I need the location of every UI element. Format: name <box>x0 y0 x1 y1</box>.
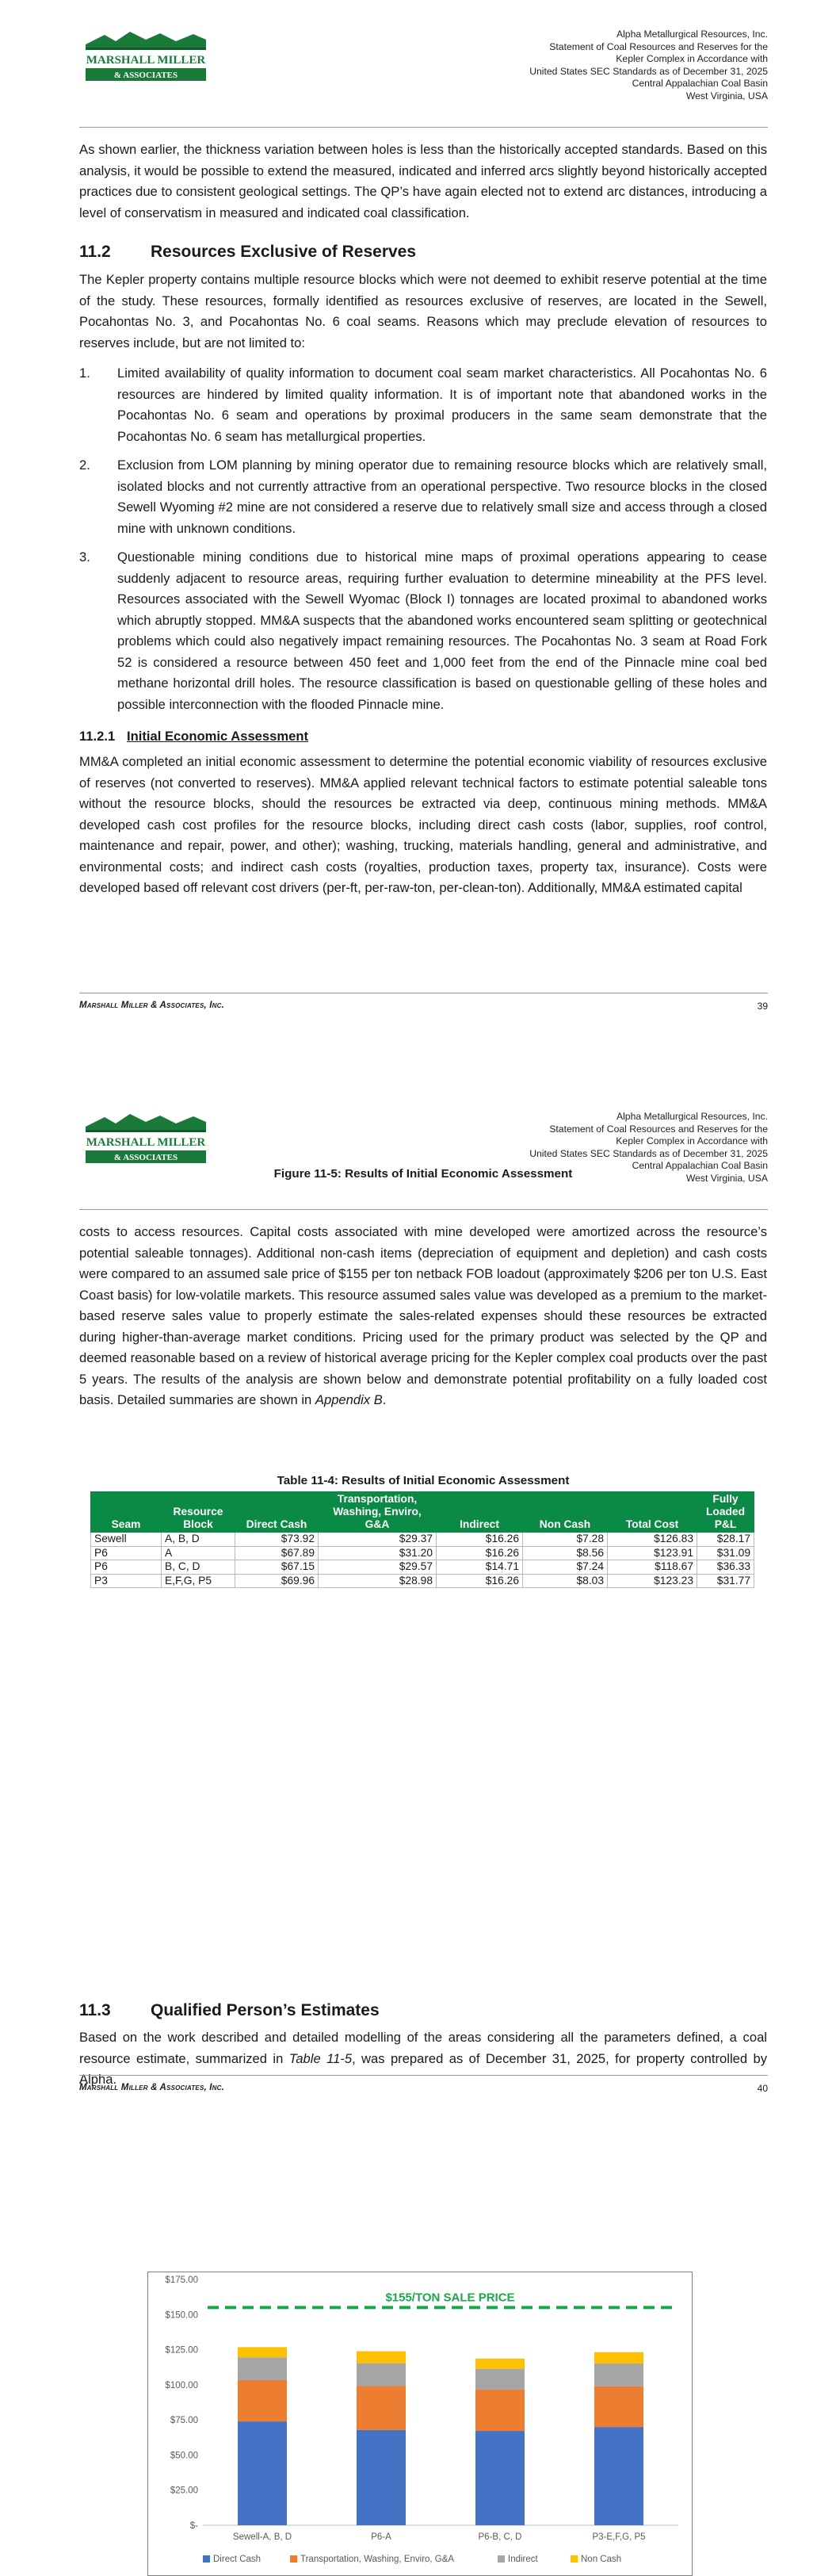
table-cell: $31.77 <box>697 1574 754 1588</box>
table-cell: $36.33 <box>697 1560 754 1575</box>
legend-label: Direct Cash <box>213 2555 261 2564</box>
legend-swatch <box>290 2555 297 2563</box>
column-header: Resource Block <box>162 1492 235 1533</box>
table-caption: Table 11-4: Results of Initial Economic Assessment <box>277 1474 570 1487</box>
header-line: Statement of Coal Resources and Reserves for the <box>549 1123 768 1135</box>
column-header: Total Cost <box>608 1492 697 1533</box>
logo-text-top: MARSHALL MILLER <box>86 1136 206 1149</box>
bar-segment <box>238 2347 287 2357</box>
column-header: Direct Cash <box>235 1492 319 1533</box>
intro-paragraph: As shown earlier, the thickness variation between holes is less than the historically accepted standards. Based on this analysis, it would be possible to extend the measured, indicated and inferred arcs slightly beyond historically accepted practices due to consistent geological settings. The QP’s have again elected not to extend arc distances, introducing a level of conservatism in measured and indicated coal classification. <box>79 142 767 220</box>
legend-label: Non Cash <box>581 2555 622 2564</box>
economic-assessment-table <box>90 1491 754 1588</box>
column-header: Fully Loaded P&L <box>697 1492 754 1533</box>
column-header: Indirect <box>437 1492 523 1533</box>
table-cell: A, B, D <box>162 1533 235 1547</box>
y-tick-label: $25.00 <box>170 2486 198 2496</box>
table-row <box>91 1533 754 1547</box>
list-item: 1. Limited availability of quality information to document coal seam market characteristics. All Pocahontas No. 6 resources are hindered by limited quality information. It is of important note that abandoned works in the Pocahontas No. 6 seam and operations by proximal producers in the same seam demonstrate that the Pocahontas No. 6 seam has metallurgical properties. <box>79 366 767 444</box>
bar-segment <box>475 2369 525 2390</box>
legend-swatch <box>203 2555 210 2563</box>
legend-label: Transportation, Washing, Enviro, G&A <box>300 2555 455 2564</box>
header-line: Alpha Metallurgical Resources, Inc. <box>616 1111 768 1122</box>
continued-paragraph: costs to access resources. Capital costs associated with mine developed were amortized across the resource’s potential saleable tonnages). Additional non-cash items (depreciation of equipment and depletion) and cash costs were compared to an assumed sale price of $155 per ton netback FOB loadout (approximately $206 per ton U.S. East Coast basis) for low-volatile markets. This resource assumed sales value was developed as a premium to the market-based reserve sales value to properly estimate the sales-related expenses should these resources be extracted during higher-than-average market conditions. Pricing used for the primary product was selected by the QP and deemed reasonable based on a review of historical average pricing for the Kepler complex coal products over the past 5 years. The results of the analysis are shown below and demonstrate potential profitability on a fully loaded cost basis. Detailed summaries are shown in Appendix B. <box>79 1224 767 1407</box>
header-line: West Virginia, USA <box>685 90 768 101</box>
section-11-3-paragraph: Based on the work described and detailed modelling of the areas considering all the parameters defined, a coal resource estimate, summarized in Table 11-5, was prepared as of December 31, 2025, for property controlled by Alpha. <box>79 2030 768 2087</box>
header-line: United States SEC Standards as of December 31, 2025 <box>529 65 768 77</box>
page-39 <box>0 0 836 1082</box>
bar-segment <box>238 2380 287 2421</box>
footer-firm: Marshall Miller & Associates, Inc. <box>79 2083 225 2092</box>
table-reference: Table 11-5 <box>288 2050 353 2066</box>
header-line: Kepler Complex in Accordance with <box>616 53 768 65</box>
table-cell: P3 <box>91 1574 162 1588</box>
x-tick-label: P3-E,F,G, P5 <box>592 2532 646 2542</box>
table-cell: $8.03 <box>523 1574 608 1588</box>
page2-body <box>79 1222 767 1411</box>
header-line: Kepler Complex in Accordance with <box>616 1135 768 1147</box>
bar-segment <box>594 2427 643 2525</box>
bar-segment <box>357 2386 406 2429</box>
table-cell: B, C, D <box>162 1560 235 1575</box>
header-line: Statement of Coal Resources and Reserves for the <box>549 40 768 52</box>
legend-swatch <box>571 2555 578 2563</box>
table-cell: $29.37 <box>319 1533 437 1547</box>
column-header: Non Cash <box>523 1492 608 1533</box>
page-40 <box>0 1082 836 2564</box>
footer-divider <box>79 2075 768 2076</box>
y-tick-label: $175.00 <box>165 2276 198 2285</box>
header-line: Central Appalachian Coal Basin <box>632 78 768 90</box>
table-cell: A <box>162 1546 235 1560</box>
table-cell: E,F,G, P5 <box>162 1574 235 1588</box>
table-cell: P6 <box>91 1560 162 1575</box>
table-cell: $28.17 <box>697 1533 754 1547</box>
page-number: 40 <box>757 2083 768 2094</box>
table-row <box>91 1546 754 1560</box>
bar-segment <box>475 2359 525 2369</box>
table-row <box>91 1574 754 1588</box>
table-cell: P6 <box>91 1546 162 1560</box>
table-cell: $28.98 <box>319 1574 437 1588</box>
column-header: Transportation, Washing, Enviro, G&A <box>319 1492 437 1533</box>
y-tick-label: $50.00 <box>170 2451 198 2461</box>
header-line: Central Appalachian Coal Basin <box>632 1160 768 1172</box>
table-cell: $126.83 <box>608 1533 697 1547</box>
subsection-paragraph: MM&A completed an initial economic assessment to determine the potential economic viability of resources exclusive of reserves (not converted to reserves). MM&A applied relevant technical factors to estimate potential saleable tons without the resource blocks, should the resources be extracted via deep, continuous mining methods. MM&A developed cash cost profiles for the resource blocks, including direct cash costs (labor, supplies, roof control, maintenance and repair, power, and other); washing, trucking, materials handling, general and administrative, and environmental costs; and indirect cash costs (royalties, production taxes, property tax, insurance). Costs were developed based off relevant cost drivers (per-ft, per-raw-ton, per-clean-ton). Additionally, MM&A estimated capital <box>79 754 767 895</box>
table-cell: $7.28 <box>523 1533 608 1547</box>
figure-caption: Figure 11-5: Results of Initial Economic Assessment <box>273 1167 573 1181</box>
table-cell: $8.56 <box>523 1546 608 1560</box>
y-tick-label: $150.00 <box>165 2310 198 2321</box>
header-line: West Virginia, USA <box>685 1172 768 1184</box>
table-cell: $69.96 <box>235 1574 319 1588</box>
table-cell: $16.26 <box>437 1546 523 1560</box>
list-item: 3. Questionable mining conditions due to historical mine maps of proximal operations appearing to cease suddenly adjacent to resource areas, requiring further evaluation to determine mineability at the PFS level. Resources associated with the Sewell Wyomac (Block I) tonnages are located proximal to abandoned works which abruptly stopped. MM&A suspects that the abandoned works encountered seam splitting or geotechnical problems which could also negatively impact remaining resources. The Pocahontas No. 3 seam at Road Fork 52 is considered a resource between 450 feet and 1,000 feet from the end of the Pinnacle mine coal bed methane horizontal drill holes. The resource classification is based on questionable gelling of these holes and possible interconnection with the flooded Pinnacle mine. <box>79 549 767 712</box>
bar-segment <box>475 2390 525 2431</box>
legend-swatch <box>498 2555 505 2563</box>
bar-segment <box>594 2364 643 2387</box>
table-cell: $123.23 <box>608 1574 697 1588</box>
table-cell: Sewell <box>91 1533 162 1547</box>
page2-closing <box>79 2027 767 2091</box>
bar-segment <box>357 2430 406 2525</box>
company-logo <box>82 1109 209 1166</box>
page-number: 39 <box>757 1001 768 1012</box>
header-line: United States SEC Standards as of December 31, 2025 <box>529 1147 768 1159</box>
header-divider <box>79 1209 768 1210</box>
y-tick-label: $125.00 <box>165 2345 198 2356</box>
table-row <box>91 1560 754 1575</box>
header-line: Alpha Metallurgical Resources, Inc. <box>616 29 768 40</box>
table-cell: $123.91 <box>608 1546 697 1560</box>
table-cell: $29.57 <box>319 1560 437 1575</box>
y-tick-label: $- <box>189 2521 198 2531</box>
logo-text-bottom: & ASSOCIATES <box>113 71 178 80</box>
y-tick-label: $100.00 <box>165 2380 198 2390</box>
subsection-heading-11-2-1: 11.2.1 Initial Economic Assessment <box>79 729 309 744</box>
table-cell: $16.26 <box>437 1533 523 1547</box>
table-header-row <box>91 1492 754 1533</box>
table-cell: $67.15 <box>235 1560 319 1575</box>
bar-segment <box>594 2387 643 2427</box>
y-tick-label: $75.00 <box>170 2416 198 2426</box>
bar-segment <box>594 2352 643 2364</box>
table-cell: $31.09 <box>697 1546 754 1560</box>
company-logo <box>82 27 209 84</box>
table-cell: $67.89 <box>235 1546 319 1560</box>
list-item: 2. Exclusion from LOM planning by mining operator due to remaining resource blocks which are relatively small, isolated blocks and not currently attractive from an operational perspective. Two resource blocks in the closed Sewell Wyoming #2 mine are not considered a reserve due to relatively small size and access through a closed mine with unknown conditions. <box>79 457 767 536</box>
appendix-reference: Appendix B <box>315 1392 383 1407</box>
bar-segment <box>238 2421 287 2525</box>
column-header: Seam <box>91 1492 162 1533</box>
cost-stacked-bar-chart <box>147 2272 693 2576</box>
table-cell: $16.26 <box>437 1574 523 1588</box>
header-divider <box>79 127 768 128</box>
section-heading-11-2: 11.2 Resources Exclusive of Reserves <box>79 243 417 261</box>
logo-text-top: MARSHALL MILLER <box>86 54 206 67</box>
table-cell: $73.92 <box>235 1533 319 1547</box>
table-cell: $7.24 <box>523 1560 608 1575</box>
legend-label: Indirect <box>508 2555 538 2564</box>
table-cell: $14.71 <box>437 1560 523 1575</box>
sale-price-label: $155/TON SALE PRICE <box>385 2291 515 2305</box>
x-tick-label: Sewell-A, B, D <box>232 2532 292 2542</box>
bar-segment <box>238 2357 287 2380</box>
logo-text-bottom: & ASSOCIATES <box>113 1153 178 1162</box>
table-cell: $31.20 <box>319 1546 437 1560</box>
bar-segment <box>475 2431 525 2525</box>
section-11-2-paragraph: The Kepler property contains multiple resource blocks which were not deemed to exhibit reserve potential at the time of the study. These resources, formally identified as resources exclusive of reserves, are located in the Sewell, Pocahontas No. 3, and Pocahontas No. 6 coal seams. Reasons which may preclude elevation of resources to reserves include, but are not limited to: <box>79 272 767 350</box>
page1-body <box>79 140 767 899</box>
bar-segment <box>357 2364 406 2387</box>
section-heading-11-3: 11.3 Qualified Person’s Estimates <box>79 2001 380 2019</box>
x-tick-label: P6-A <box>371 2532 391 2542</box>
bar-segment <box>357 2352 406 2364</box>
table-cell: $118.67 <box>608 1560 697 1575</box>
footer-firm: Marshall Miller & Associates, Inc. <box>79 1001 225 1010</box>
x-tick-label: P6-B, C, D <box>478 2532 522 2542</box>
running-header <box>529 29 768 103</box>
